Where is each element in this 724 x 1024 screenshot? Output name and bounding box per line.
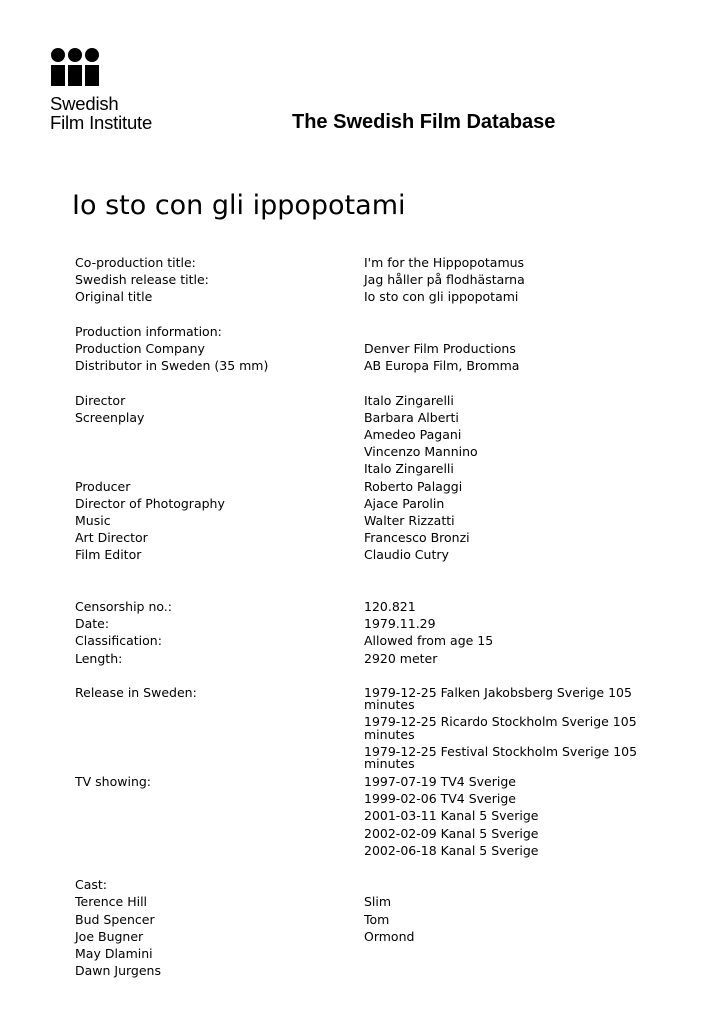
film-details	[75, 254, 675, 980]
detail-row	[75, 357, 675, 374]
section-heading: Production information:	[75, 323, 222, 339]
character-name: Slim	[364, 894, 392, 910]
film-title: Io sto con gli ippopotami	[72, 190, 406, 221]
cast-row	[75, 911, 675, 928]
production-heading	[75, 323, 675, 340]
sfi-logo-text	[50, 94, 152, 132]
character-name	[364, 962, 654, 979]
logo-line-2: Film Institute	[50, 112, 153, 133]
detail-value: Denver Film Productions	[364, 341, 516, 356]
crew-role: Director of Photography	[75, 495, 225, 511]
tv-row	[75, 790, 675, 807]
cast-heading	[75, 876, 675, 893]
crew-row	[75, 529, 675, 546]
censorship-row	[75, 615, 675, 632]
crew-role	[75, 426, 364, 443]
detail-label: Original title	[75, 289, 153, 305]
crew-role	[75, 443, 364, 460]
detail-value: 1979.11.29	[364, 616, 436, 632]
crew-name: Francesco Bronzi	[364, 530, 470, 546]
tv-label: TV showing:	[75, 774, 152, 790]
tv-row	[75, 825, 675, 842]
crew-name: Italo Zingarelli	[364, 392, 454, 408]
crew-name: Claudio Cutry	[364, 547, 449, 563]
release-row	[75, 684, 675, 714]
crew-name: Italo Zingarelli	[364, 461, 454, 477]
tv-entry: 2002-02-09 Kanal 5 Sverige	[364, 825, 539, 841]
cast-row	[75, 962, 675, 979]
detail-value: Io sto con gli ippopotami	[364, 289, 519, 305]
detail-value: Allowed from age 15	[364, 633, 494, 649]
actor-name: Bud Spencer	[75, 911, 155, 927]
detail-value: 2920 meter	[364, 650, 438, 666]
actor-name: May Dlamini	[75, 946, 153, 962]
tv-entry: 2002-06-18 Kanal 5 Sverige	[364, 842, 539, 858]
detail-row	[75, 288, 675, 305]
tv-row	[75, 842, 675, 859]
detail-label: Length:	[75, 650, 123, 666]
release-entry: 1979-12-25 Falken Jakobsberg Sverige 105 minutes	[364, 684, 632, 713]
release-row	[75, 714, 675, 744]
release-entry: 1979-12-25 Ricardo Stockholm Sverige 105 minutes	[364, 714, 637, 742]
crew-row	[75, 478, 675, 495]
censorship-row	[75, 650, 675, 667]
crew-row	[75, 546, 675, 563]
crew-row	[75, 512, 675, 529]
detail-value: 120.821	[364, 599, 416, 615]
detail-row	[75, 254, 675, 271]
crew-name: Roberto Palaggi	[364, 478, 463, 494]
detail-row	[75, 271, 675, 288]
crew-name: Ajace Parolin	[364, 495, 445, 511]
crew-role	[75, 460, 364, 477]
section-heading: Cast:	[75, 877, 108, 893]
crew-row	[75, 460, 675, 477]
detail-label: Classification:	[75, 633, 162, 649]
detail-value: AB Europa Film, Bromma	[364, 358, 520, 374]
detail-value: I'm for the Hippopotamus	[364, 255, 525, 270]
detail-label: Date:	[75, 616, 110, 632]
sfi-logo-mark	[50, 48, 100, 88]
logo-line-1: Swedish	[50, 93, 119, 114]
tv-entry: 1999-02-06 TV4 Sverige	[364, 791, 516, 807]
cast-row	[75, 893, 675, 910]
release-row	[75, 743, 675, 773]
actor-name: Joe Bugner	[75, 928, 144, 944]
censorship-row	[75, 632, 675, 649]
character-name: Tom	[364, 911, 390, 927]
crew-name: Barbara Alberti	[364, 409, 459, 425]
crew-role: Director	[75, 392, 126, 408]
detail-label: Co-production title:	[75, 255, 196, 270]
crew-row	[75, 392, 675, 409]
crew-row	[75, 495, 675, 512]
crew-row	[75, 409, 675, 426]
crew-role: Music	[75, 513, 111, 529]
tv-row	[75, 773, 675, 790]
crew-name: Walter Rizzatti	[364, 513, 455, 529]
detail-label: Distributor in Sweden (35 mm)	[75, 358, 269, 374]
crew-role: Art Director	[75, 530, 148, 546]
sfi-logo	[50, 48, 152, 132]
crew-name: Vincenzo Mannino	[364, 444, 478, 460]
cast-row	[75, 945, 675, 962]
crew-row	[75, 426, 675, 443]
tv-entry: 2001-03-11 Kanal 5 Sverige	[364, 808, 539, 824]
crew-role: Screenplay	[75, 409, 145, 425]
actor-name: Terence Hill	[75, 894, 148, 910]
release-entry: 1979-12-25 Festival Stockholm Sverige 105 minutes	[364, 743, 638, 772]
release-label: Release in Sweden:	[75, 684, 197, 700]
detail-label: Production Company	[75, 341, 205, 356]
censorship-row	[75, 598, 675, 615]
cast-row	[75, 928, 675, 945]
detail-row	[75, 340, 675, 357]
crew-name: Amedeo Pagani	[364, 427, 462, 442]
crew-role: Producer	[75, 478, 131, 494]
database-title: The Swedish Film Database	[292, 111, 556, 133]
actor-name: Dawn Jurgens	[75, 963, 161, 979]
crew-row	[75, 443, 675, 460]
crew-role: Film Editor	[75, 547, 142, 563]
detail-label: Swedish release title:	[75, 272, 209, 288]
tv-row	[75, 807, 675, 824]
tv-entry: 1997-07-19 TV4 Sverige	[364, 774, 516, 790]
detail-value: Jag håller på flodhästarna	[364, 272, 525, 288]
detail-label: Censorship no.:	[75, 599, 172, 615]
character-name	[364, 945, 654, 962]
character-name: Ormond	[364, 928, 415, 944]
